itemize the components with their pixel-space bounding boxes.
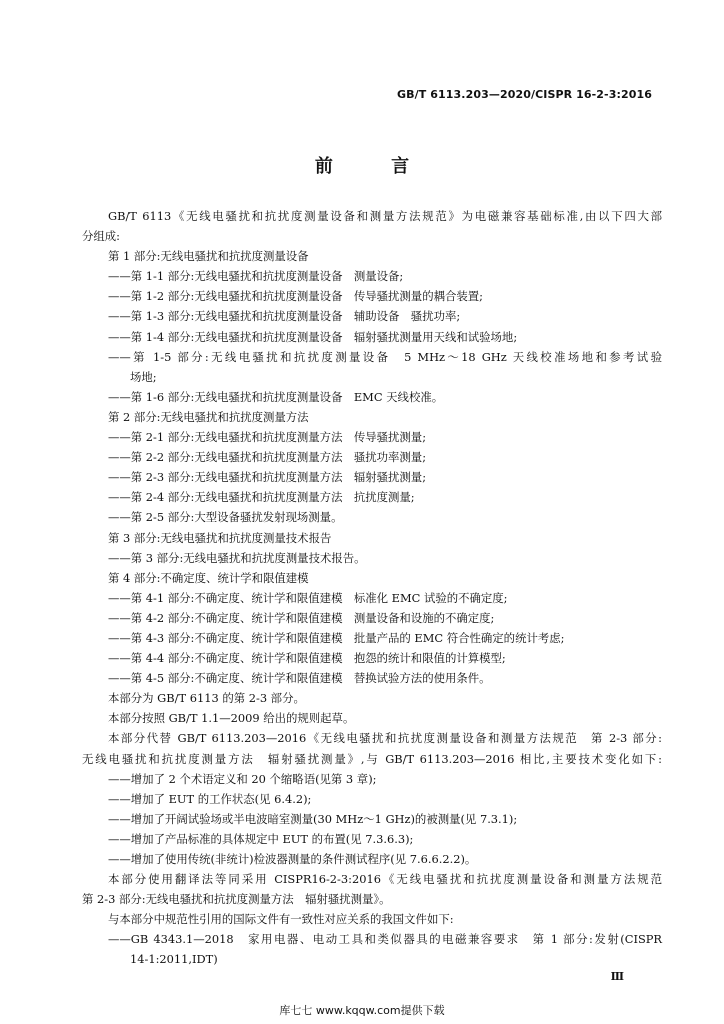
text-line: ——第 4-1 部分:不确定度、统计学和限值建模 标准化 EMC 试验的不确定度; xyxy=(108,590,508,605)
standard-code: GB/T 6113.203—2020/CISPR 16-2-3:2016 xyxy=(397,88,652,101)
document-body xyxy=(82,206,662,970)
text-line: ——第 1-2 部分:无线电骚扰和抗扰度测量设备 传导骚扰测量的耦合装置; xyxy=(108,289,483,304)
text-line: 本部分代替 GB/T 6113.203—2016《无线电骚扰和抗扰度测量设备和测量方法规范 第 2-3 部分: xyxy=(108,731,662,746)
text-line: ——第 2-2 部分:无线电骚扰和抗扰度测量方法 骚扰功率测量; xyxy=(108,450,427,465)
text-line: 第 2 部分:无线电骚扰和抗扰度测量方法 xyxy=(108,409,309,424)
text-line: 第 1 部分:无线电骚扰和抗扰度测量设备 xyxy=(108,249,309,264)
text-line: 本部分按照 GB/T 1.1—2009 给出的规则起草。 xyxy=(108,711,355,726)
text-line: 本部分为 GB/T 6113 的第 2-3 部分。 xyxy=(108,691,305,706)
text-line: GB/T 6113《无线电骚扰和抗扰度测量设备和测量方法规范》为电磁兼容基础标准,由以下四大部 xyxy=(108,209,662,223)
text-line: ——GB 4343.1—2018 家用电器、电动工具和类似器具的电磁兼容要求 第 1 部分:发射(CISPR xyxy=(108,932,662,947)
text-line: ——第 1-1 部分:无线电骚扰和抗扰度测量设备 测量设备; xyxy=(108,269,404,284)
text-line: 第 2-3 部分:无线电骚扰和抗扰度测量方法 辐射骚扰测量》。 xyxy=(82,892,391,907)
text-line: ——第 1-6 部分:无线电骚扰和抗扰度测量设备 EMC 天线校准。 xyxy=(108,389,444,404)
footer-download-note: 库七七 www.kqqw.com提供下载 xyxy=(279,1004,445,1017)
text-line: ——第 4-3 部分:不确定度、统计学和限值建模 批量产品的 EMC 符合性确定的统计考虑; xyxy=(108,630,565,645)
text-line: ——增加了 EUT 的工作状态(见 6.4.2); xyxy=(108,791,312,806)
text-line: ——增加了产品标准的具体规定中 EUT 的布置(见 7.3.6.3); xyxy=(108,831,414,846)
text-line: 本部分使用翻译法等同采用 CISPR16-2-3:2016《无线电骚扰和抗扰度测量设备和测量方法规范 xyxy=(108,872,662,887)
text-line: 第 3 部分:无线电骚扰和抗扰度测量技术报告 xyxy=(108,530,332,545)
page-number: Ⅲ xyxy=(610,970,624,983)
text-line: ——第 1-3 部分:无线电骚扰和抗扰度测量设备 辅助设备 骚扰功率; xyxy=(108,309,461,324)
text-line: 第 4 部分:不确定度、统计学和限值建模 xyxy=(108,570,309,585)
page-title: 前 言 xyxy=(314,156,436,177)
text-line: ——第 2-3 部分:无线电骚扰和抗扰度测量方法 辐射骚扰测量; xyxy=(108,470,427,485)
text-line: ——第 1-5 部分:无线电骚扰和抗扰度测量设备 5 MHz～18 GHz 天线校准场地和参考试验 xyxy=(108,349,662,364)
text-line: ——增加了使用传统(非统计)检波器测量的条件测试程序(见 7.6.6.2.2)。 xyxy=(108,852,477,866)
text-line: ——第 2-1 部分:无线电骚扰和抗扰度测量方法 传导骚扰测量; xyxy=(108,430,427,445)
text-line: 无线电骚扰和抗扰度测量方法 辐射骚扰测量》,与 GB/T 6113.203—2016 相比,主要技术变化如下: xyxy=(82,751,662,766)
text-line: 场地; xyxy=(130,369,157,384)
text-line: ——第 4-2 部分:不确定度、统计学和限值建模 测量设备和设施的不确定度; xyxy=(108,610,495,625)
text-line: ——增加了开阔试验场或半电波暗室测量(30 MHz～1 GHz)的被测量(见 7.3.1); xyxy=(108,811,518,826)
text-line: ——第 2-5 部分:大型设备骚扰发射现场测量。 xyxy=(108,510,343,525)
text-line: ——第 4-5 部分:不确定度、统计学和限值建模 替换试验方法的使用条件。 xyxy=(108,671,491,686)
text-line: ——第 1-4 部分:无线电骚扰和抗扰度测量设备 辐射骚扰测量用天线和试验场地; xyxy=(108,329,518,344)
text-line: ——增加了 2 个术语定义和 20 个缩略语(见第 3 章); xyxy=(108,771,377,786)
text-line: ——第 4-4 部分:不确定度、统计学和限值建模 抱怨的统计和限值的计算模型; xyxy=(108,651,506,666)
text-line: 14-1:2011,IDT) xyxy=(130,952,218,967)
text-line: ——第 2-4 部分:无线电骚扰和抗扰度测量方法 抗扰度测量; xyxy=(108,490,415,505)
text-line: ——第 3 部分:无线电骚扰和抗扰度测量技术报告。 xyxy=(108,550,366,565)
text-line: 分组成: xyxy=(82,229,121,244)
text-line: 与本部分中规范性引用的国际文件有一致性对应关系的我国文件如下: xyxy=(108,912,454,927)
